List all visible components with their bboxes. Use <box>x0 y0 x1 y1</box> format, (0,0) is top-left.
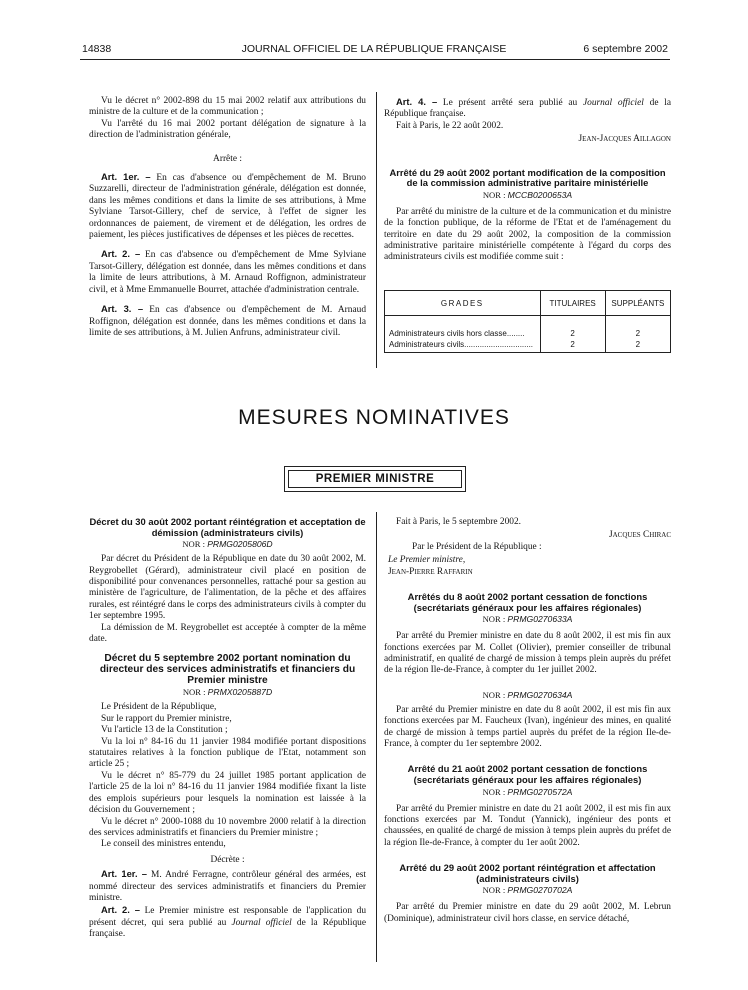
journal-officiel-ref: Journal officiel <box>231 917 292 928</box>
top-left-column <box>89 96 366 339</box>
column-header-grades: GRADES <box>385 291 541 316</box>
arrete-title: Arrêté du 29 août 2002 portant modification de la composition de la commission administrative paritaire ministérielle <box>389 166 666 189</box>
decret-2-article-2 <box>89 904 366 940</box>
visa-line: Le Président de la République, <box>101 702 217 713</box>
decret-2-title: Décret du 5 septembre 2002 portant nomination du directeur des services administratifs et financiers du Premier ministre <box>99 653 356 687</box>
nor-code: PRMG0270702A <box>507 885 573 896</box>
article-text: Le Premier ministre est responsable de l'application du présent décret, qui sera publié au <box>89 906 367 928</box>
visa-line: Le conseil des ministres entendu, <box>101 839 226 850</box>
arrete-1-nor <box>384 613 671 625</box>
suppleants-cell: 2 <box>635 340 641 349</box>
issue-date: 6 septembre 2002 <box>583 43 668 55</box>
visa-arrete: Vu l'arrêté du 16 mai 2002 portant délégation de signature à la direction de l'administration générale, <box>89 118 366 141</box>
subsection-title: PREMIER MINISTRE <box>288 470 462 488</box>
nor-label: NOR : <box>482 614 506 625</box>
top-right-column <box>384 96 671 264</box>
nor-code: PRMG0205806D <box>207 539 273 550</box>
grade-cell: Administrateurs civils hors classe........ <box>389 329 525 338</box>
arrete-2-title: Arrêté du 21 août 2002 portant cessation de fonctions (secrétariats généraux pour les affaires régionales) <box>407 763 648 786</box>
premier-ministre-text: Le Premier ministre, <box>388 555 466 566</box>
column-divider-top <box>376 92 377 368</box>
fait-a-paris: Fait à Paris, le 22 août 2002. <box>396 120 504 131</box>
article-1-label: Art. 1er. – <box>101 171 151 183</box>
visa-line: Vu le décret n° 85-779 du 24 juillet 1985 portant application de l'article 25 de la loi n° 84-16 du 11 janvier 1984 modifiée fixant la liste des emplois supérieurs pour lesquels la nomination est laissée à la décision du Gouvernement ; <box>89 770 366 816</box>
arrete-label: Arrête : <box>213 153 242 164</box>
decret-1-body: Par décret du Président de la République en date du 30 août 2002, M. Reygrobellet (Gérard), administrateur civil placé en position de disponibilité pour convenances personnelles, rattaché pour sa gestion au ministère de l'agriculture, de l'alimentation, de la pêche et des affaires rurales, est réintégré dans le corps des administrateurs civils à compter du 1er septembre 1995. <box>89 554 366 622</box>
suppleants-cell: 2 <box>635 329 641 338</box>
fait-a-paris: Fait à Paris, le 5 septembre 2002. <box>396 517 521 527</box>
arrete-1-title: Arrêtés du 8 août 2002 portant cessation de fonctions (secrétariats généraux pour les affaires régionales) <box>407 591 648 613</box>
premier-ministre-name: Jean-Pierre Raffarin <box>388 566 473 577</box>
table-header-row <box>385 291 671 316</box>
par-le-president: Par le Président de la République : <box>412 541 542 552</box>
column-header-titulaires: TITULAIRES <box>540 291 605 316</box>
visa-decret: Vu le décret n° 2002-898 du 15 mai 2002 relatif aux attributions du ministre de la culture et de la communication ; <box>89 96 366 118</box>
grade-cell: Administrateurs civils............................... <box>389 340 534 349</box>
bottom-left-column <box>89 517 366 941</box>
decret-1-nor <box>89 538 366 550</box>
nor-label: NOR : <box>482 689 506 700</box>
arrete-body: Par arrêté du ministre de la culture et de la communication et du ministre de la fonction publique, de la réforme de l'Etat et de l'aménagement du territoire en date du 29 août 2002, la composition de la commission administrative paritaire ministérielle compétente à l'égard du corps des administrateurs civils est modifiée comme suit : <box>384 206 671 263</box>
decret-1-demission: La démission de M. Reygrobellet est acceptée à compter de la même date. <box>89 622 366 645</box>
article-4-text-b: de la République française. <box>384 98 672 120</box>
arrete-3-title: Arrêté du 29 août 2002 portant réintégration et affectation (administrateurs civils) <box>399 862 656 884</box>
article-label: Art. 2. – <box>101 904 140 916</box>
arrete-2-body: Par arrêté du Premier ministre en date du 21 août 2002, il est mis fin aux fonctions exercées par M. Tondut (Yannick), ingénieur des ponts et chaussées, en qualité de chargé de mission à temps plein auprès du préfet de la région Ile-de-France, à compter du 1er août 2002. <box>384 803 671 848</box>
column-header-suppleants: SUPPLÉANTS <box>605 291 670 316</box>
subsection-box <box>284 466 466 492</box>
article-3 <box>89 303 366 339</box>
signature-president: Jacques Chirac <box>608 530 671 541</box>
journal-officiel-ref: Journal officiel <box>582 98 644 108</box>
nor-label: NOR : <box>482 786 506 797</box>
article-3-text: En cas d'absence ou d'empêchement de M. Arnaud Roffignon, délégation est donnée, dans les mêmes conditions et dans la limite de ses attributions, à M. Julien Anfruns, administrateur civil. <box>89 305 367 338</box>
article-2-label: Art. 2. – <box>101 248 141 260</box>
signature: Jean-Jacques Aillagon <box>578 134 671 145</box>
article-1 <box>89 171 366 241</box>
nor-label: NOR : <box>182 539 206 550</box>
header-rule <box>80 59 670 60</box>
nor-line <box>384 189 671 201</box>
article-4-label: Art. 4. – <box>396 96 438 107</box>
nor-code: PRMX0205887D <box>207 687 273 698</box>
nor-code: PRMG0270633A <box>507 614 573 625</box>
arrete-1b-nor <box>384 689 671 701</box>
article-4 <box>384 96 671 121</box>
article-label: Art. 1er. – <box>101 868 148 880</box>
journal-title: JOURNAL OFFICIEL DE LA RÉPUBLIQUE FRANÇAISE <box>241 43 507 55</box>
decret-2-article-1 <box>89 868 366 904</box>
arrete-2-nor <box>384 786 671 798</box>
article-4-text-a: Le présent arrêté sera publié au <box>442 98 578 108</box>
page-number: 14838 <box>82 43 112 55</box>
section-title: MESURES NOMINATIVES <box>238 406 510 429</box>
arrete-3-nor <box>384 884 671 896</box>
table-row <box>385 316 671 353</box>
decrete-label: Décrète : <box>210 854 245 865</box>
nor-label: NOR : <box>482 189 506 200</box>
arrete-1-body: Par arrêté du Premier ministre en date du 8 août 2002, il est mis fin aux fonctions exercées par M. Collet (Olivier), premier conseiller de tribunal administratif, en qualité de chargé de mission à temps plein auprès du préfet de la région Ile-de-France, à compter du 1er juillet 2002. <box>384 631 671 676</box>
decret-2-nor <box>89 686 366 698</box>
premier-ministre-label <box>384 555 671 566</box>
decret-1-title: Décret du 30 août 2002 portant réintégration et acceptation de démission (administrateurs civils) <box>89 516 366 538</box>
arrete-1b-body: Par arrêté du Premier ministre en date du 8 août 2002, il est mis fin aux fonctions exercées par M. Faucheux (Ivan), ingénieur des mines, en qualité de chargé de mission à temps partiel auprès du préfet de la région Ile-de-France, à compter du 1er septembre 2002. <box>384 704 671 750</box>
nor-label: NOR : <box>482 885 506 896</box>
nor-label: NOR : <box>182 687 206 698</box>
article-text: de la République française. <box>89 917 367 940</box>
titulaires-cell: 2 <box>570 329 575 338</box>
grades-table <box>384 290 671 353</box>
bottom-right-column <box>384 517 671 925</box>
visa-line: Vu la loi n° 84-16 du 11 janvier 1984 modifiée portant dispositions statutaires relatives à la fonction publique de l'Etat, notamment son article 25 ; <box>89 736 366 770</box>
article-3-label: Art. 3. – <box>101 303 144 315</box>
nor-code: PRMG0270572A <box>507 786 573 797</box>
titulaires-cell: 2 <box>570 340 575 349</box>
article-1-text: En cas d'absence ou d'empêchement de M. Bruno Suzzarelli, directeur de l'administration générale, délégation est donnée, dans les mêmes conditions et dans la limite de ses attributions, à Mme Sylviane Tarsot-Gillery, chef de service, à l'effet de signer les ordonnances de paiement, de virement et de délégation, les ordres de paiement, les pièces justificatives de dépenses et les pièces de recettes. <box>89 173 366 241</box>
column-divider-bottom <box>376 512 377 962</box>
nor-code: MCCB0200653A <box>507 189 573 200</box>
article-text: M. André Ferragne, contrôleur général des armées, est nommé directeur des services administratifs et financiers du Premier ministre. <box>89 870 367 903</box>
visa-line: Sur le rapport du Premier ministre, <box>101 713 232 724</box>
article-2-text: En cas d'absence ou d'empêchement de Mme Sylviane Tarsot-Gillery, délégation est donnée, dans les mêmes conditions et dans la limite de leurs attributions, à M. Arnaud Roffignon, administrateur civil, et à Mme Emmanuelle Bourret, attachée d'administration centrale. <box>89 250 367 295</box>
arrete-3-body: Par arrêté du Premier ministre en date du 29 août 2002, M. Lebrun (Dominique), administrateur civil hors classe, en service détaché, <box>384 902 671 924</box>
visa-line: Vu l'article 13 de la Constitution ; <box>101 725 228 736</box>
nor-code: PRMG0270634A <box>507 689 573 700</box>
visa-line: Vu le décret n° 2000-1088 du 10 novembre 2000 relatif à la direction des services administratifs et financiers du Premier ministre ; <box>89 816 366 838</box>
article-2 <box>89 248 366 296</box>
